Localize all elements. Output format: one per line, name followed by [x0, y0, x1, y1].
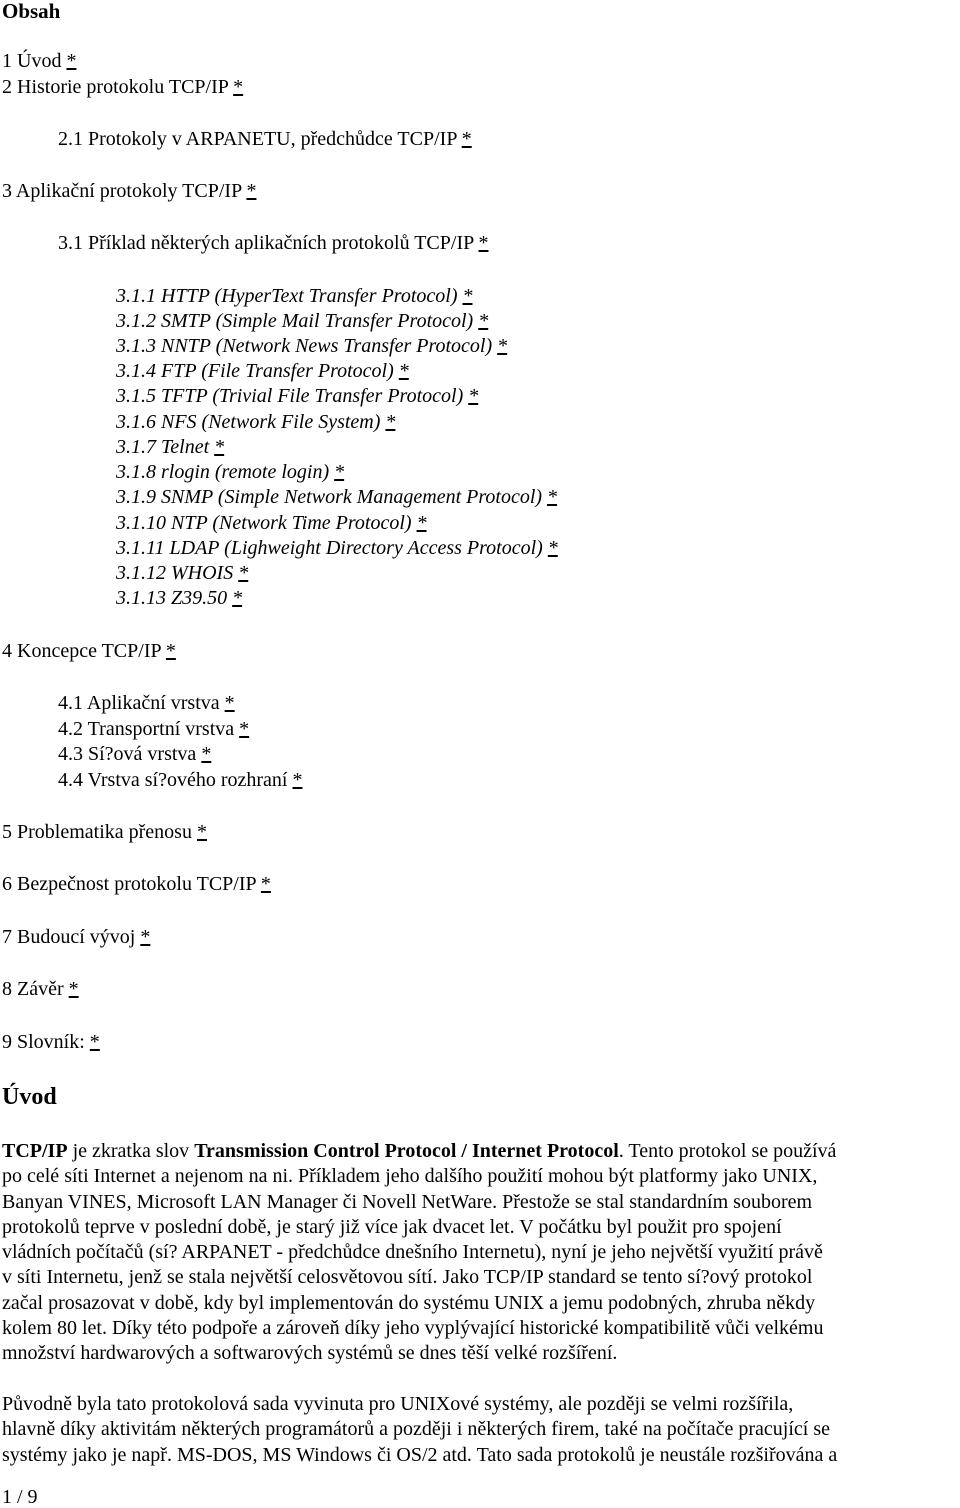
toc-link[interactable]: * — [398, 360, 409, 382]
intro-paragraph-2 — [2, 1392, 960, 1468]
toc-item: 8 Závěr * — [2, 978, 79, 1000]
paragraph-line: vládních počítačů (sí? ARPANET - předchůdce dnešního Internetu), nyní je jeho největší využití právě — [2, 1241, 823, 1264]
toc-item: 3 Aplikační protokoly TCP/IP * — [2, 180, 257, 202]
toc-item: 4 Koncepce TCP/IP * — [2, 640, 176, 662]
toc-item: 1 Úvod * — [2, 50, 77, 72]
toc-item: 4.3 Sí?ová vrstva * — [58, 743, 212, 765]
toc-heading: Obsah — [2, 0, 61, 23]
toc-link[interactable]: * — [196, 821, 207, 843]
toc-link[interactable]: * — [478, 232, 489, 254]
toc-link[interactable]: * — [497, 335, 508, 357]
toc-item: 3.1.9 SNMP (Simple Network Management Protocol) * — [116, 486, 558, 508]
toc-item: 4.4 Vrstva sí?ového rozhraní * — [58, 769, 303, 791]
toc-item: 3.1.8 rlogin (remote login) * — [116, 461, 345, 483]
toc-item: 5 Problematika přenosu * — [2, 821, 207, 843]
toc-link[interactable]: * — [292, 769, 303, 791]
toc-link[interactable]: * — [547, 486, 558, 508]
toc-item: 2 Historie protokolu TCP/IP * — [2, 76, 244, 98]
toc-link[interactable]: * — [68, 978, 79, 1000]
paragraph-line: kolem 80 let. Díky této podpoře a zároveň díky jeho vyplývající historické kompatibilitě vůči velkému — [2, 1317, 824, 1340]
paragraph-line: v síti Internetu, jenž se stala největší celosvětovou sítí. Jako TCP/IP standard se tento sí?ový protokol — [2, 1266, 813, 1289]
paragraph-line: TCP/IP je zkratka slov Transmission Control Protocol / Internet Protocol. Tento protokol se používá — [2, 1140, 837, 1162]
toc-link[interactable]: * — [201, 743, 212, 765]
toc-link[interactable]: * — [224, 692, 235, 714]
toc-link[interactable]: * — [89, 1031, 100, 1053]
toc-link[interactable]: * — [478, 310, 489, 332]
toc-link[interactable]: * — [246, 180, 257, 202]
toc-link[interactable]: * — [214, 436, 225, 458]
toc-item: 3.1.12 WHOIS * — [116, 562, 249, 584]
page-number: 1 / 9 — [2, 1486, 38, 1508]
toc-item: 3.1.11 LDAP (Lighweight Directory Access Protocol) * — [116, 537, 558, 559]
toc-item: 3.1 Příklad některých aplikačních protokolů TCP/IP * — [58, 232, 489, 254]
paragraph-line: množství hardwarových a softwarových systémů se dnes těší velké rozšíření. — [2, 1342, 618, 1365]
toc-link[interactable]: * — [165, 640, 176, 662]
toc-link[interactable]: * — [239, 718, 250, 740]
toc-item: 3.1.7 Telnet * — [116, 436, 225, 458]
toc-item: 7 Budoucí vývoj * — [2, 926, 151, 948]
toc-item: 3.1.10 NTP (Network Time Protocol) * — [116, 512, 427, 534]
toc-link[interactable]: * — [238, 562, 249, 584]
paragraph-line: začal prosazovat v době, kdy byl implementován do systému UNIX a jemu podobných, zhruba někdy — [2, 1291, 816, 1314]
toc-item: 9 Slovník: * — [2, 1031, 100, 1053]
toc-item: 3.1.1 HTTP (HyperText Transfer Protocol) * — [116, 285, 473, 307]
toc-item: 3.1.6 NFS (Network File System) * — [116, 411, 396, 433]
paragraph-line: po celé síti Internet a nejenom na ni. Příkladem jeho dalšího použití mohou být platformy jako UNIX, — [2, 1165, 818, 1188]
paragraph-line: hlavně díky aktivitám některých programátorů a později i některých firem, také na počítače pracující se — [2, 1418, 830, 1441]
toc-link[interactable]: * — [547, 537, 558, 559]
toc-link[interactable]: * — [66, 50, 77, 72]
paragraph-line: Banyan VINES, Microsoft LAN Manager či Novell NetWare. Přestože se stal standardním souborem — [2, 1190, 813, 1213]
paragraph-line: systémy jako je např. MS-DOS, MS Windows či OS/2 atd. Tato sada protokolů je neustále rozšiřována a — [2, 1443, 838, 1466]
toc-item: 3.1.4 FTP (File Transfer Protocol) * — [116, 360, 409, 382]
toc-item: 3.1.3 NNTP (Network News Transfer Protocol) * — [116, 335, 508, 357]
paragraph-line: protokolů teprve v poslední době, je starý již více jak dvacet let. V počátku byl použit pro spojení — [2, 1215, 782, 1238]
toc-link[interactable]: * — [461, 128, 472, 150]
toc-item: 3.1.5 TFTP (Trivial File Transfer Protocol) * — [116, 385, 479, 407]
toc-link[interactable]: * — [468, 385, 479, 407]
toc-link[interactable]: * — [416, 512, 427, 534]
toc-link[interactable]: * — [462, 285, 473, 307]
toc-link[interactable]: * — [260, 873, 271, 895]
toc-link[interactable]: * — [140, 926, 151, 948]
intro-paragraph-1 — [2, 1139, 960, 1367]
section-heading-uvod: Úvod — [2, 1084, 57, 1110]
toc-item: 3.1.13 Z39.50 * — [116, 587, 243, 609]
toc-link[interactable]: * — [232, 587, 243, 609]
paragraph-line: Původně byla tato protokolová sada vyvinuta pro UNIXové systémy, ale později se velmi rozšířila, — [2, 1393, 794, 1415]
toc-item: 2.1 Protokoly v ARPANETU, předchůdce TCP/IP * — [58, 128, 472, 150]
toc-link[interactable]: * — [385, 411, 396, 433]
toc-item: 3.1.2 SMTP (Simple Mail Transfer Protocol) * — [116, 310, 489, 332]
toc-item: 4.1 Aplikační vrstva * — [58, 692, 235, 714]
toc-link[interactable]: * — [233, 76, 244, 98]
toc-item: 4.2 Transportní vrstva * — [58, 718, 250, 740]
toc-link[interactable]: * — [334, 461, 345, 483]
toc-item: 6 Bezpečnost protokolu TCP/IP * — [2, 873, 271, 895]
